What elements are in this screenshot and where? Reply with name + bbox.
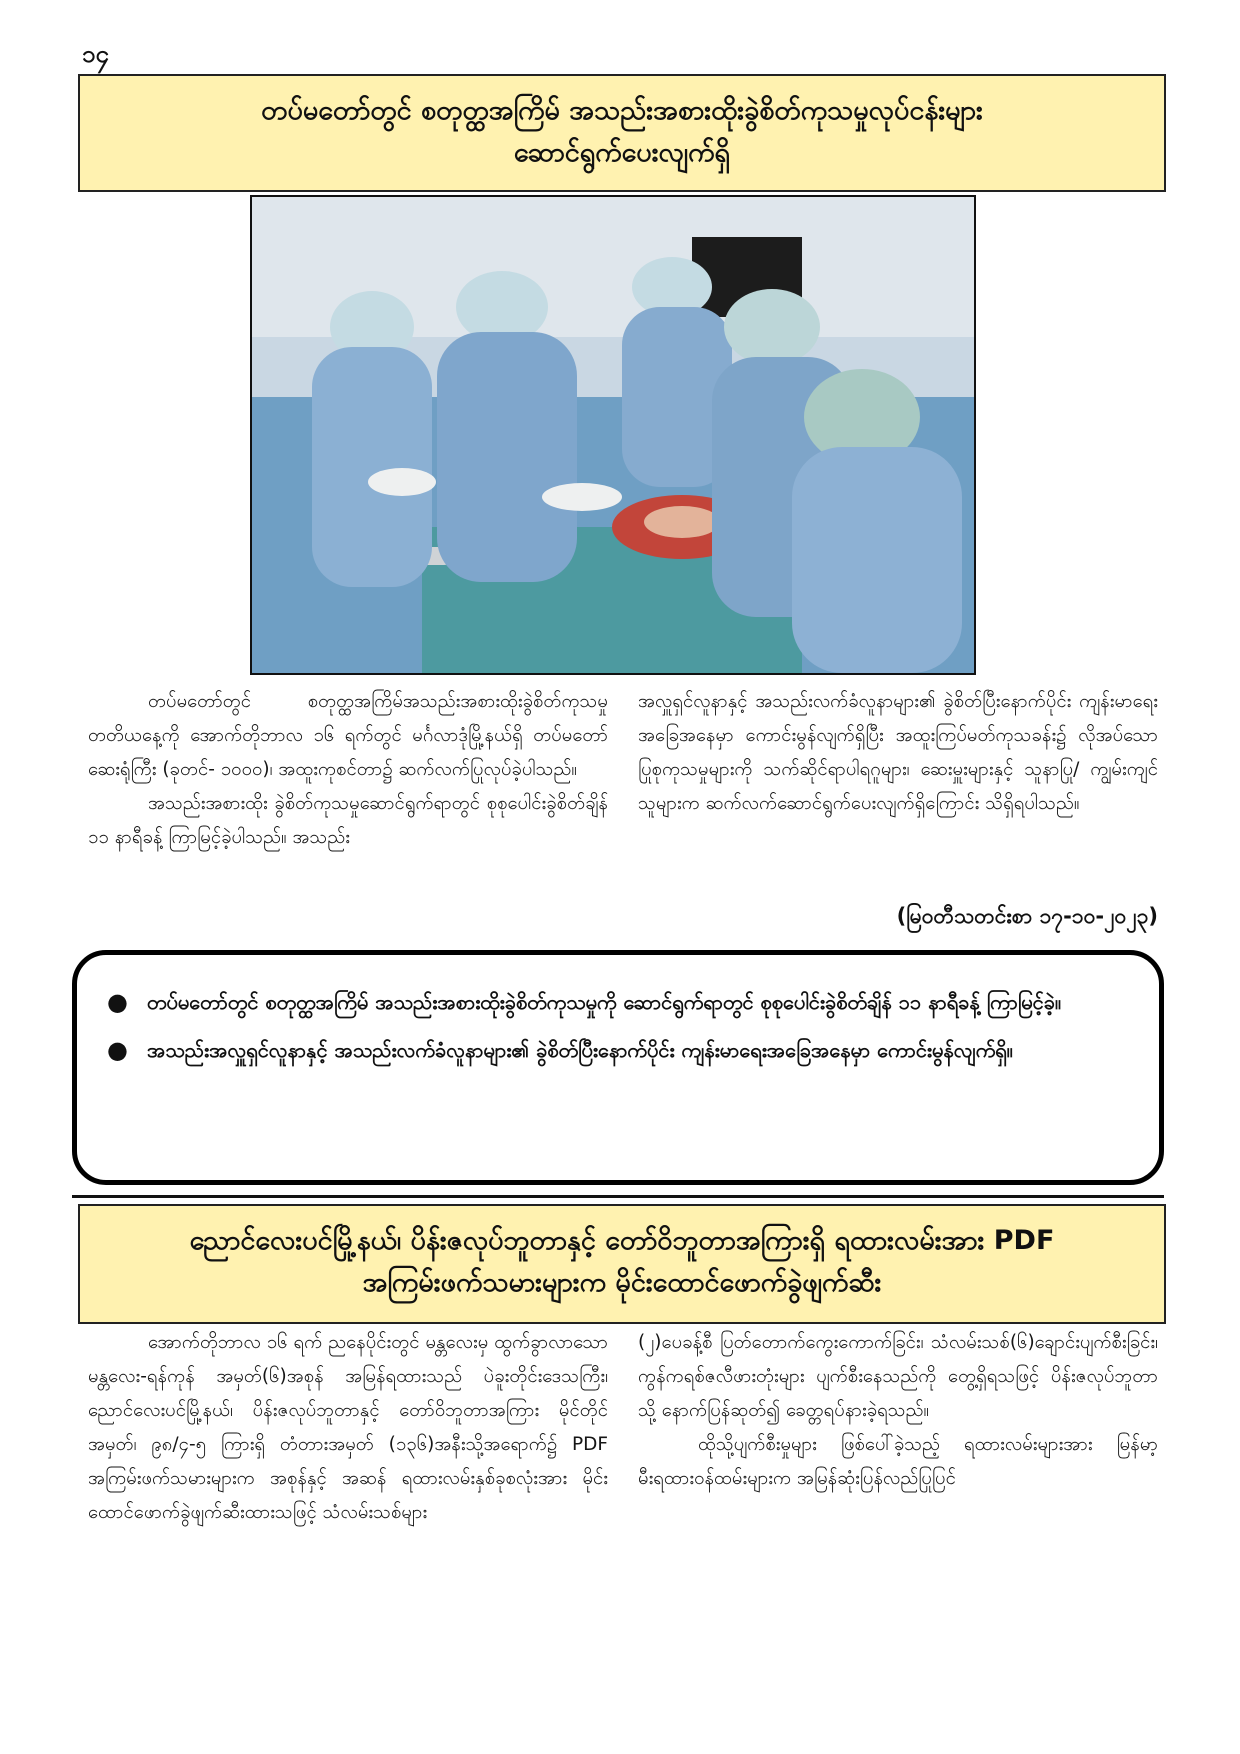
divider xyxy=(72,1195,1164,1198)
article1-paragraph: တပ်မတော်တွင် စတုတ္ထအကြိမ်အသည်းအစားထိုးခွဲစိတ်ကုသမှု တတိယနေ့ကို အောက်တိုဘာလ ၁၆ ရက်တွင် မင်္ဂလာဒုံမြို့နယ်ရှိ တပ်မတော်ဆေးရုံကြီး (ခုတင်- ၁၀၀၀)၊ အထူးကုစင်တာ၌ ဆက်လက်ပြုလုပ်ခဲ့ပါသည်။ xyxy=(88,691,608,780)
summary-bullet-text: အသည်းအလှူရှင်လူနာနှင့် အသည်းလက်ခံလူနာများ၏ ခွဲစိတ်ပြီးနောက်ပိုင်း ကျန်းမာရေးအခြေအနေမှာ ကောင်းမွန်လျက်ရှိ။ xyxy=(147,1038,1013,1062)
article1-headline-line2: ဆောင်ရွက်ပေးလျက်ရှိ xyxy=(513,137,731,168)
page-number: ၁၄ xyxy=(82,40,109,68)
bullet-icon: ● xyxy=(107,988,128,1016)
article1-column-left xyxy=(88,685,608,855)
article1-headline xyxy=(78,74,1166,192)
article2-headline-line1: ညောင်လေးပင်မြို့နယ်၊ ပိန်းဇလုပ်ဘူတာနှင့် တော်ဝိဘူတာအကြားရှိ ရထားလမ်းအား PDF xyxy=(189,1225,1055,1256)
summary-bullet-item xyxy=(107,983,1129,1021)
article1-column-right xyxy=(638,685,1158,821)
summary-bullet-text: တပ်မတော်တွင် စတုတ္ထအကြိမ် အသည်းအစားထိုးခွဲစိတ်ကုသမှုကို ဆောင်ရွက်ရာတွင် စုစုပေါင်းခွဲစိတ်ချိန် ၁၁ နာရီခန့် ကြာမြင့်ခဲ့။ xyxy=(147,990,1062,1014)
article2-column-right xyxy=(638,1326,1158,1496)
bullet-icon: ● xyxy=(107,1036,128,1064)
article2-headline-line2: အကြမ်းဖက်သမားများက မိုင်းထောင်ဖောက်ခွဲဖျက်ဆီး xyxy=(362,1267,882,1298)
article1-paragraph: အလှူရှင်လူနာနှင့် အသည်းလက်ခံလူနာများ၏ ခွဲစိတ်ပြီးနောက်ပိုင်း ကျန်းမာရေးအခြေအနေမှာ ကောင်းမွန်လျက်ရှိပြီး အထူးကြပ်မတ်ကုသခန်း၌ လိုအပ်သော ပြုစုကုသမှုများကို သက်ဆိုင်ရာပါရဂူများ၊ ဆေးမှူးများနှင့် သူနာပြု/ ကျွမ်းကျင်သူများက ဆက်လက်ဆောင်ရွက်ပေးလျက်ရှိကြောင်း သိရှိရပါသည်။ xyxy=(638,691,1158,814)
article2-paragraph: ထိုသို့ပျက်စီးမှုများ ဖြစ်ပေါ်ခဲ့သည့် ရထားလမ်းများအား မြန်မာ့မီးရထားဝန်ထမ်းများက အမြန်ဆုံးပြန်လည်ပြုပြင် xyxy=(638,1434,1158,1489)
article1-headline-line1: တပ်မတော်တွင် စတုတ္ထအကြိမ် အသည်းအစားထိုးခွဲစိတ်ကုသမှုလုပ်ငန်းများ xyxy=(261,95,983,126)
article1-source: (မြဝတီသတင်းစာ ၁၇-၁၀-၂၀၂၃) xyxy=(896,904,1158,928)
article2-paragraph: အောက်တိုဘာလ ၁၆ ရက် ညနေပိုင်းတွင် မန္တလေးမှ ထွက်ခွာလာသော မန္တလေး-ရန်ကုန် အမှတ်(၆)အစုန် အမြန်ရထားသည် ပဲခူးတိုင်းဒေသကြီး၊ ညောင်လေးပင်မြို့နယ်၊ ပိန်းဇလုပ်ဘူတာနှင့် တော်ဝိဘူတာအကြား မိုင်တိုင်အမှတ်၊ ၉၈/၄-၅ ကြားရှိ တံတားအမှတ် (၁၃၆)အနီးသို့အရောက်၌ PDF အကြမ်းဖက်သမားများက အစုန်နှင့် အဆန် ရထားလမ်းနှစ်ခုစလုံးအား မိုင်းထောင်ဖောက်ခွဲဖျက်ဆီးထားသဖြင့် သံလမ်းသစ်များ xyxy=(88,1332,608,1523)
article1-paragraph: အသည်းအစားထိုး ခွဲစိတ်ကုသမှုဆောင်ရွက်ရာတွင် စုစုပေါင်းခွဲစိတ်ချိန် ၁၁ နာရီခန့် ကြာမြင့်ခဲ့ပါသည်။ အသည်း xyxy=(88,793,608,848)
article2-paragraph: (၂)ပေခန့်စီ ပြတ်တောက်ကွေးကောက်ခြင်း၊ သံလမ်းသစ်(၆)ချောင်းပျက်စီးခြင်း၊ ကွန်ကရစ်ဇလီဖားတုံးများ ပျက်စီးနေသည်ကို တွေ့ရှိရသဖြင့် ပိန်းဇလုပ်ဘူတာသို့ နောက်ပြန်ဆုတ်၍ ခေတ္တရပ်နားခဲ့ရသည်။ xyxy=(638,1332,1158,1421)
article1-photo xyxy=(250,195,976,675)
article2-headline xyxy=(78,1204,1166,1324)
summary-box xyxy=(72,950,1164,1185)
surgery-photo-illustration xyxy=(252,197,974,673)
article2-column-left xyxy=(88,1326,608,1530)
summary-bullet-item xyxy=(107,1031,1129,1069)
